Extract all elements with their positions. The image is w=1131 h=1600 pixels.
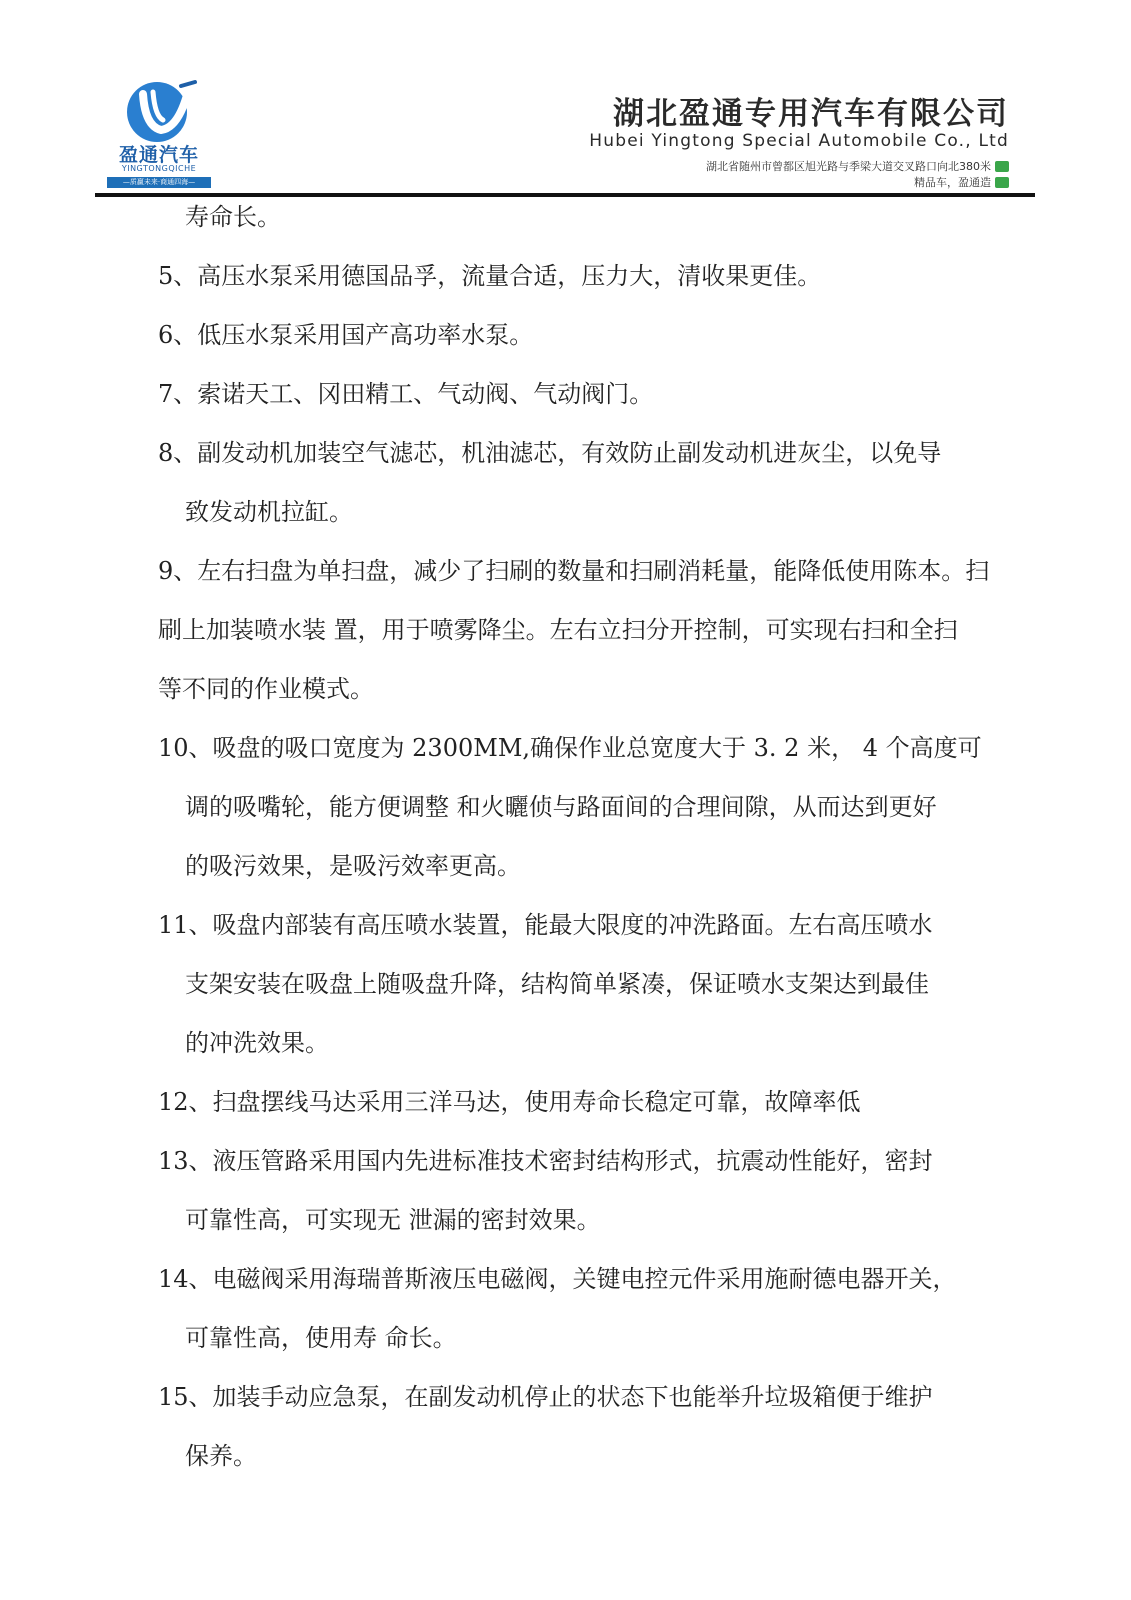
text-line: 的冲洗效果。 xyxy=(185,1029,329,1057)
text-line: 14、电磁阀采用海瑞普斯液压电磁阀，关键电控元件采用施耐德电器开关， xyxy=(158,1265,957,1293)
letterhead xyxy=(0,0,1131,200)
text-line: 10、吸盘的吸口宽度为 2300MM,确保作业总宽度大于 3. 2 米， 4 个高度可 xyxy=(158,734,982,762)
text-line: 刷上加装喷水装 置，用于喷雾降尘。左右立扫分开控制，可实现右扫和全扫 xyxy=(158,616,958,644)
address-text: 湖北省随州市曾都区旭光路与季梁大道交叉路口向北380米 xyxy=(706,160,991,173)
logo-name-en: YINGTONGQICHE xyxy=(121,164,197,173)
text-line: 5、高压水泵采用德国品孚，流量合适，压力大，清收果更佳。 xyxy=(158,262,822,290)
brand-mark-icon xyxy=(995,177,1009,188)
logo-name-cn: 盈通汽车 xyxy=(118,144,199,166)
text-line: 7、索诺天工、冈田精工、气动阀、气动阀门。 xyxy=(158,380,654,408)
company-tagline xyxy=(914,174,1009,190)
text-line: 15、加装手动应急泵，在副发动机停止的状态下也能举升垃圾箱便于维护 xyxy=(158,1383,933,1411)
company-address xyxy=(706,158,1009,174)
company-name-en: Hubei Yingtong Special Automobile Co., Ltd xyxy=(589,131,1009,151)
tagline-text: 精品车，盈通造 xyxy=(914,176,991,189)
text-line: 致发动机拉缸。 xyxy=(185,498,353,526)
company-name-cn: 湖北盈通专用汽车有限公司 xyxy=(613,96,1009,132)
text-line: 12、扫盘摆线马达采用三洋马达，使用寿命长稳定可靠，故障率低 xyxy=(158,1088,861,1116)
text-line: 保养。 xyxy=(185,1442,257,1470)
text-line: 的吸污效果，是吸污效率更高。 xyxy=(185,852,521,880)
text-line: 13、液压管路采用国内先进标准技术密封结构形式，抗震动性能好，密封 xyxy=(158,1147,933,1175)
text-line: 调的吸嘴轮，能方便调整 和火曬侦与路面间的合理间隙，从而达到更好 xyxy=(185,793,937,821)
text-line: 寿命长。 xyxy=(185,203,281,231)
text-line: 6、低压水泵采用国产高功率水泵。 xyxy=(158,321,534,349)
logo-slogan: —质赢未来·商通四海— xyxy=(107,177,211,188)
leaf-icon xyxy=(995,161,1009,172)
company-logo xyxy=(105,78,213,190)
text-line: 可靠性高，使用寿 命长。 xyxy=(185,1324,457,1352)
text-line: 11、吸盘内部装有高压喷水装置，能最大限度的冲洗路面。左右高压喷水 xyxy=(158,911,933,939)
text-line: 可靠性高，可实现无 泄漏的密封效果。 xyxy=(185,1206,601,1234)
text-line: 等不同的作业模式。 xyxy=(158,675,374,703)
header-divider xyxy=(95,193,1035,197)
text-line: 8、副发动机加装空气滤芯，机油滤芯，有效防止副发动机进灰尘，以免导 xyxy=(158,439,942,467)
text-line: 支架安装在吸盘上随吸盘升降，结构简单紧凑，保证喷水支架达到最佳 xyxy=(185,970,929,998)
logo-emblem-icon xyxy=(123,78,199,144)
text-line: 9、左右扫盘为单扫盘，减少了扫刷的数量和扫刷消耗量，能降低使用陈本。扫 xyxy=(158,557,990,585)
